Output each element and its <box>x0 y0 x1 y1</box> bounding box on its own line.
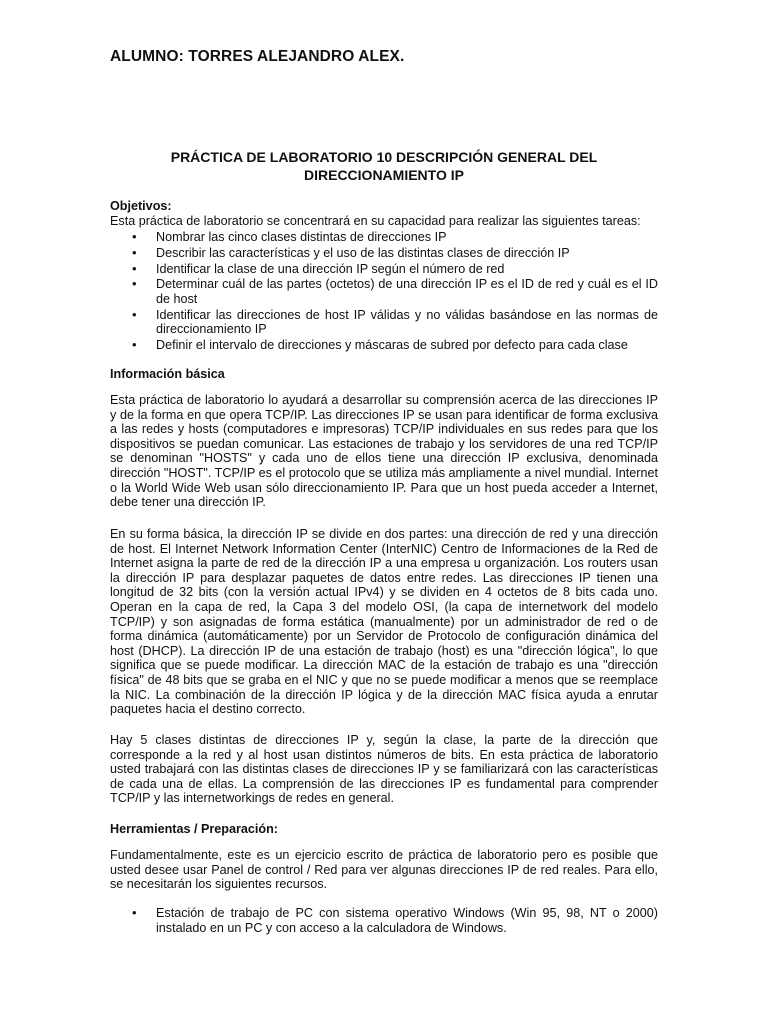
title-line-2: DIRECCIONAMIENTO IP <box>304 167 464 183</box>
basic-info-heading: Información básica <box>110 367 225 381</box>
tools-list <box>110 906 658 936</box>
objectives-heading: Objetivos: <box>110 199 172 213</box>
objectives-intro: Esta práctica de laboratorio se concentrará en su capacidad para realizar las siguientes tareas: <box>110 214 641 228</box>
title-line-1: PRÁCTICA DE LABORATORIO 10 DESCRIPCIÓN GENERAL DEL <box>170 149 598 165</box>
list-item: • Identificar las direcciones de host IP válidas y no válidas basándose en las normas de direccionamiento IP <box>110 308 658 337</box>
tools-paragraph: Fundamentalmente, este es un ejercicio escrito de práctica de laboratorio pero es posible que usted desee usar Panel de control / Red para ver algunas direcciones IP de red reales. Para ello, se necesitarán los siguientes recursos. <box>110 848 658 892</box>
objectives-list <box>110 230 658 354</box>
list-item: • Describir las características y el uso de las distintas clases de dirección IP <box>110 246 658 261</box>
list-item: • Estación de trabajo de PC con sistema operativo Windows (Win 95, 98, NT o 2000) instalado en un PC y con acceso a la calculadora de Windows. <box>110 906 658 935</box>
tools-heading: Herramientas / Preparación: <box>110 822 278 836</box>
list-item: • Definir el intervalo de direcciones y máscaras de subred por defecto para cada clase <box>110 338 658 353</box>
student-name: ALUMNO: TORRES ALEJANDRO ALEX. <box>110 48 405 65</box>
list-item: • Identificar la clase de una dirección IP según el número de red <box>110 262 658 277</box>
basic-info-paragraph-2: En su forma básica, la dirección IP se divide en dos partes: una dirección de red y una dirección de host. El Internet Network Information Center (InterNIC) Centro de Informaciones de la Red de Internet asigna la parte de red de la dirección IP a una empresa u organización. Los routers usan la dirección IP para desplazar paquetes de datos entre redes. Las direcciones IP tienen una longitud de 32 bits (con la versión actual IPv4) y se dividen en 4 octetos de 8 bits cada uno. Operan en la capa de red, la Capa 3 del modelo OSI, (la capa de internetwork del modelo TCP/IP) y son asignadas de forma estática (manualmente) por un administrador de red o de forma dinámica (automáticamente) por un Servidor de Protocolo de configuración dinámica del host (DHCP). La dirección IP de una estación de trabajo (host) es una "dirección lógica", lo que significa que se puede modificar. La dirección MAC de la estación de trabajo es una "dirección física" de 48 bits que se graba en el NIC y que no se puede modificar a menos que se reemplace la NIC. La combinación de la dirección IP lógica y de la dirección MAC física ayuda a enrutar paquetes hacia el destino correcto. <box>110 527 658 717</box>
document-title <box>110 148 658 184</box>
document-page <box>110 0 658 1024</box>
basic-info-paragraph-1: Esta práctica de laboratorio lo ayudará a desarrollar su comprensión acerca de las direcciones IP y de la forma en que opera TCP/IP. Las direcciones IP se usan para identificar de forma exclusiva a las redes y hosts (computadores e impresoras) TCP/IP individuales en sus redes para que los dispositivos se puedan comunicar. Las estaciones de trabajo y los servidores de una red TCP/IP se denominan "HOSTS" y cada uno de ellos tiene una dirección IP exclusiva, denominada dirección "HOST". TCP/IP es el protocolo que se utiliza más ampliamente a nivel mundial. Internet o la World Wide Web usan sólo direccionamiento IP. Para que un host pueda acceder a Internet, debe tener una dirección IP. <box>110 393 658 510</box>
list-item: • Nombrar las cinco clases distintas de direcciones IP <box>110 230 658 245</box>
list-item: • Determinar cuál de las partes (octetos) de una dirección IP es el ID de red y cuál es el ID de host <box>110 277 658 306</box>
basic-info-paragraph-3: Hay 5 clases distintas de direcciones IP y, según la clase, la parte de la dirección que corresponde a la red y al host usan distintos números de bits. En esta práctica de laboratorio usted trabajará con las distintas clases de direcciones IP y se familiarizará con las características de cada una de ellas. La comprensión de las direcciones IP es fundamental para comprender TCP/IP y las internetworkings de redes en general. <box>110 733 658 806</box>
